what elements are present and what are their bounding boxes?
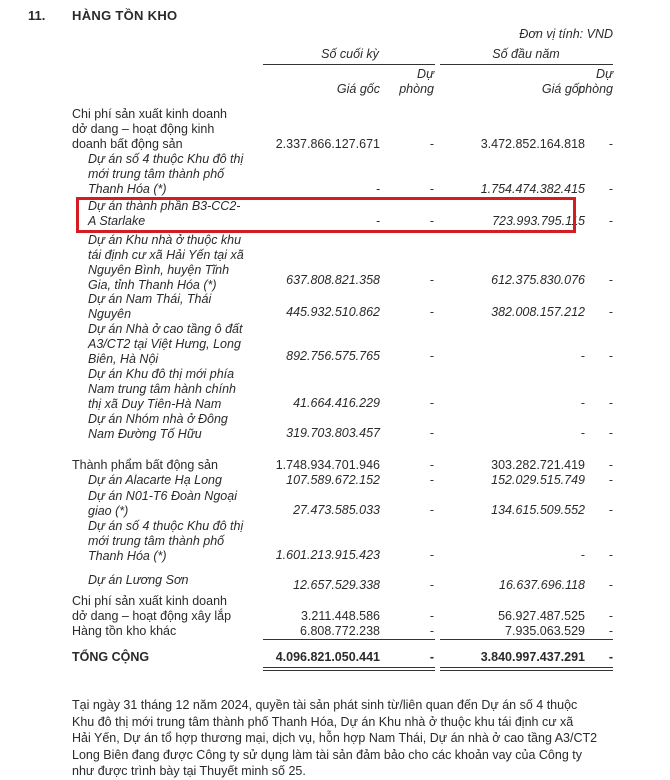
row-label: A Starlake [88, 214, 146, 228]
value-cell: - [608, 578, 613, 592]
value-cell: - [429, 503, 434, 517]
header-rule-end [263, 64, 435, 65]
row-label: Thanh Hóa (*) [88, 549, 167, 563]
value-cell: - [429, 426, 434, 440]
value-cell: - [608, 137, 613, 151]
value-cell: 1.754.474.382.415 [480, 182, 585, 196]
row-label: dở dang – hoạt động xây lắp [72, 609, 232, 623]
value-cell: - [608, 305, 613, 319]
subheader-prov-2b: phòng [578, 82, 613, 96]
row-label: mới trung tâm thành phố [88, 167, 225, 181]
value-cell: - [429, 214, 434, 228]
value-cell: - [429, 305, 434, 319]
row-label: Dự án số 4 thuộc Khu đô thị [88, 519, 244, 533]
row-label: Dự án Khu đô thị mới phía [88, 367, 235, 381]
value-cell: 1.601.213.915.423 [275, 548, 380, 562]
value-cell: 319.703.803.457 [286, 426, 380, 440]
value-cell: - [608, 473, 613, 487]
row-label: Nam Đường Tố Hữu [88, 427, 202, 441]
value-cell: - [608, 458, 613, 472]
value-cell: - [429, 137, 434, 151]
row-label: Nguyên [88, 307, 132, 321]
value-cell: 107.589.672.152 [286, 473, 380, 487]
value-cell: - [429, 578, 434, 592]
row-label: giao (*) [88, 504, 129, 518]
value-cell: 2.337.866.127.671 [275, 137, 380, 151]
row-label: Thành phẩm bất động sản [72, 458, 218, 472]
value-cell: - [429, 349, 434, 363]
value-cell: - [429, 473, 434, 487]
row-label: A3/CT2 tại Việt Hưng, Long [88, 337, 241, 351]
value-cell: 303.282.721.419 [491, 458, 585, 472]
total-rule-bottom-1b [263, 670, 435, 671]
value-cell: - [429, 624, 434, 638]
value-cell: 41.664.416.229 [293, 396, 380, 410]
value-cell: - [375, 214, 380, 228]
value-cell: - [429, 609, 434, 623]
value-cell: - [580, 349, 585, 363]
value-cell: 723.993.795.115 [492, 214, 585, 228]
value-cell: - [608, 396, 613, 410]
row-label: thị xã Duy Tiên-Hà Nam [88, 397, 222, 411]
row-label: Dự án Nhóm nhà ở Đông [88, 412, 228, 426]
row-label: Dự án Lương Sơn [88, 573, 189, 587]
value-cell: - [580, 396, 585, 410]
row-label: Dự án N01-T6 Đoàn Ngoại [88, 489, 237, 503]
value-cell: - [429, 396, 434, 410]
row-label: Dự án Khu nhà ở thuộc khu [88, 233, 242, 247]
value-cell: - [608, 273, 613, 287]
value-cell: - [608, 609, 613, 623]
total-rule-top-2 [440, 639, 613, 640]
subheader-cost-1: Giá gốc [336, 82, 380, 96]
value-cell: 612.375.830.076 [491, 273, 585, 287]
row-label: mới trung tâm thành phố [88, 534, 225, 548]
value-cell: - [580, 426, 585, 440]
value-cell: - [429, 548, 434, 562]
value-cell: 7.935.063.529 [505, 624, 585, 638]
value-cell: 134.615.509.552 [491, 503, 585, 517]
value-cell: - [608, 426, 613, 440]
total-rule-top-1 [263, 639, 435, 640]
currency-unit: Đơn vị tính: VND [519, 27, 613, 41]
value-cell: - [608, 182, 613, 196]
value-cell: 3.472.852.164.818 [480, 137, 585, 151]
section-number: 11. [28, 8, 46, 23]
row-label: Gia, tỉnh Thanh Hóa (*) [88, 278, 217, 292]
header-end-period: Số cuối kỳ [321, 47, 379, 61]
header-rule-start [440, 64, 613, 65]
value-cell: - [429, 182, 434, 196]
subheader-cost-2: Giá gốc [541, 82, 585, 96]
total-value: 4.096.821.050.441 [275, 650, 380, 664]
row-label: Dự án Alacarte Hạ Long [88, 473, 222, 487]
total-value: 3.840.997.437.291 [480, 650, 585, 664]
row-label: Chi phí sản xuất kinh doanh [72, 107, 227, 121]
row-label: Thanh Hóa (*) [88, 182, 167, 196]
total-rule-bottom-2a [440, 667, 613, 668]
total-value: - [608, 650, 613, 664]
value-cell: 56.927.487.525 [498, 609, 585, 623]
value-cell: - [608, 349, 613, 363]
note-line: Hải Yến, Dự án tổ hợp thương mại, dịch vụ, hỗn hợp Nam Thái, Dự án nhà ở cao tầng A3/CT2 [72, 731, 598, 745]
note-paragraph [72, 697, 632, 780]
total-label: TỔNG CỘNG [72, 650, 150, 664]
total-rule-bottom-1a [263, 667, 435, 668]
value-cell: - [375, 182, 380, 196]
row-label: Nguyên Bình, huyện Tĩnh [88, 263, 230, 277]
row-label: Dự án thành phần B3-CC2- [88, 199, 241, 213]
subheader-prov-1a: Dự [417, 67, 434, 81]
value-cell: 6.808.772.238 [300, 624, 380, 638]
note-line: Tại ngày 31 tháng 12 năm 2024, quyền tài sản phát sinh từ/liên quan đến Dự án số 4 thuộc [72, 698, 578, 712]
value-cell: 12.657.529.338 [293, 578, 380, 592]
value-cell: 16.637.696.118 [499, 578, 585, 592]
note-line: như được trình bày tại Thuyết minh số 25. [72, 764, 306, 778]
value-cell: 3.211.448.586 [300, 609, 380, 623]
value-cell: - [608, 624, 613, 638]
subheader-prov-2a: Dự [596, 67, 613, 81]
row-label: tái định cư xã Hải Yến tại xã [88, 248, 244, 262]
section-title: HÀNG TỒN KHO [72, 8, 178, 23]
value-cell: - [580, 548, 585, 562]
value-cell: - [429, 273, 434, 287]
value-cell: 637.808.821.358 [286, 273, 380, 287]
value-cell: 152.029.515.749 [491, 473, 585, 487]
row-label: Hàng tồn kho khác [72, 624, 177, 638]
value-cell: 27.473.585.033 [293, 503, 380, 517]
total-rule-bottom-2b [440, 670, 613, 671]
row-label: Dự án Nhà ở cao tầng ô đất [88, 322, 243, 336]
row-label: Chi phí sản xuất kinh doanh [72, 594, 227, 608]
header-start-year: Số đầu năm [492, 47, 560, 61]
row-label: Nam trung tâm hành chính [88, 382, 236, 396]
value-cell: 892.756.575.765 [286, 349, 380, 363]
note-line: Khu đô thị mới trung tâm thành phố Thanh Hóa, Dự án Khu nhà ở thuộc khu tái định cư xã [72, 714, 574, 729]
value-cell: - [608, 503, 613, 517]
value-cell: - [429, 458, 434, 472]
total-value: - [429, 650, 434, 664]
highlight-box [76, 197, 576, 233]
subheader-prov-1b: phòng [399, 82, 434, 96]
value-cell: 1.748.934.701.946 [275, 458, 380, 472]
row-label: Dự án số 4 thuộc Khu đô thị [88, 152, 244, 166]
row-label: doanh bất động sản [72, 137, 183, 151]
row-label: Biên, Hà Nội [88, 352, 159, 366]
value-cell: 382.008.157.212 [491, 305, 585, 319]
value-cell: - [608, 548, 613, 562]
value-cell: 445.932.510.862 [286, 305, 380, 319]
value-cell: - [608, 214, 613, 228]
row-label: dở dang – hoạt động kinh [72, 122, 215, 136]
row-label: Dự án Nam Thái, Thái [88, 292, 212, 306]
note-line: Long Biên đang được Công ty sử dụng làm tài sản đảm bảo cho các khoản vay của Công ty [72, 747, 582, 762]
